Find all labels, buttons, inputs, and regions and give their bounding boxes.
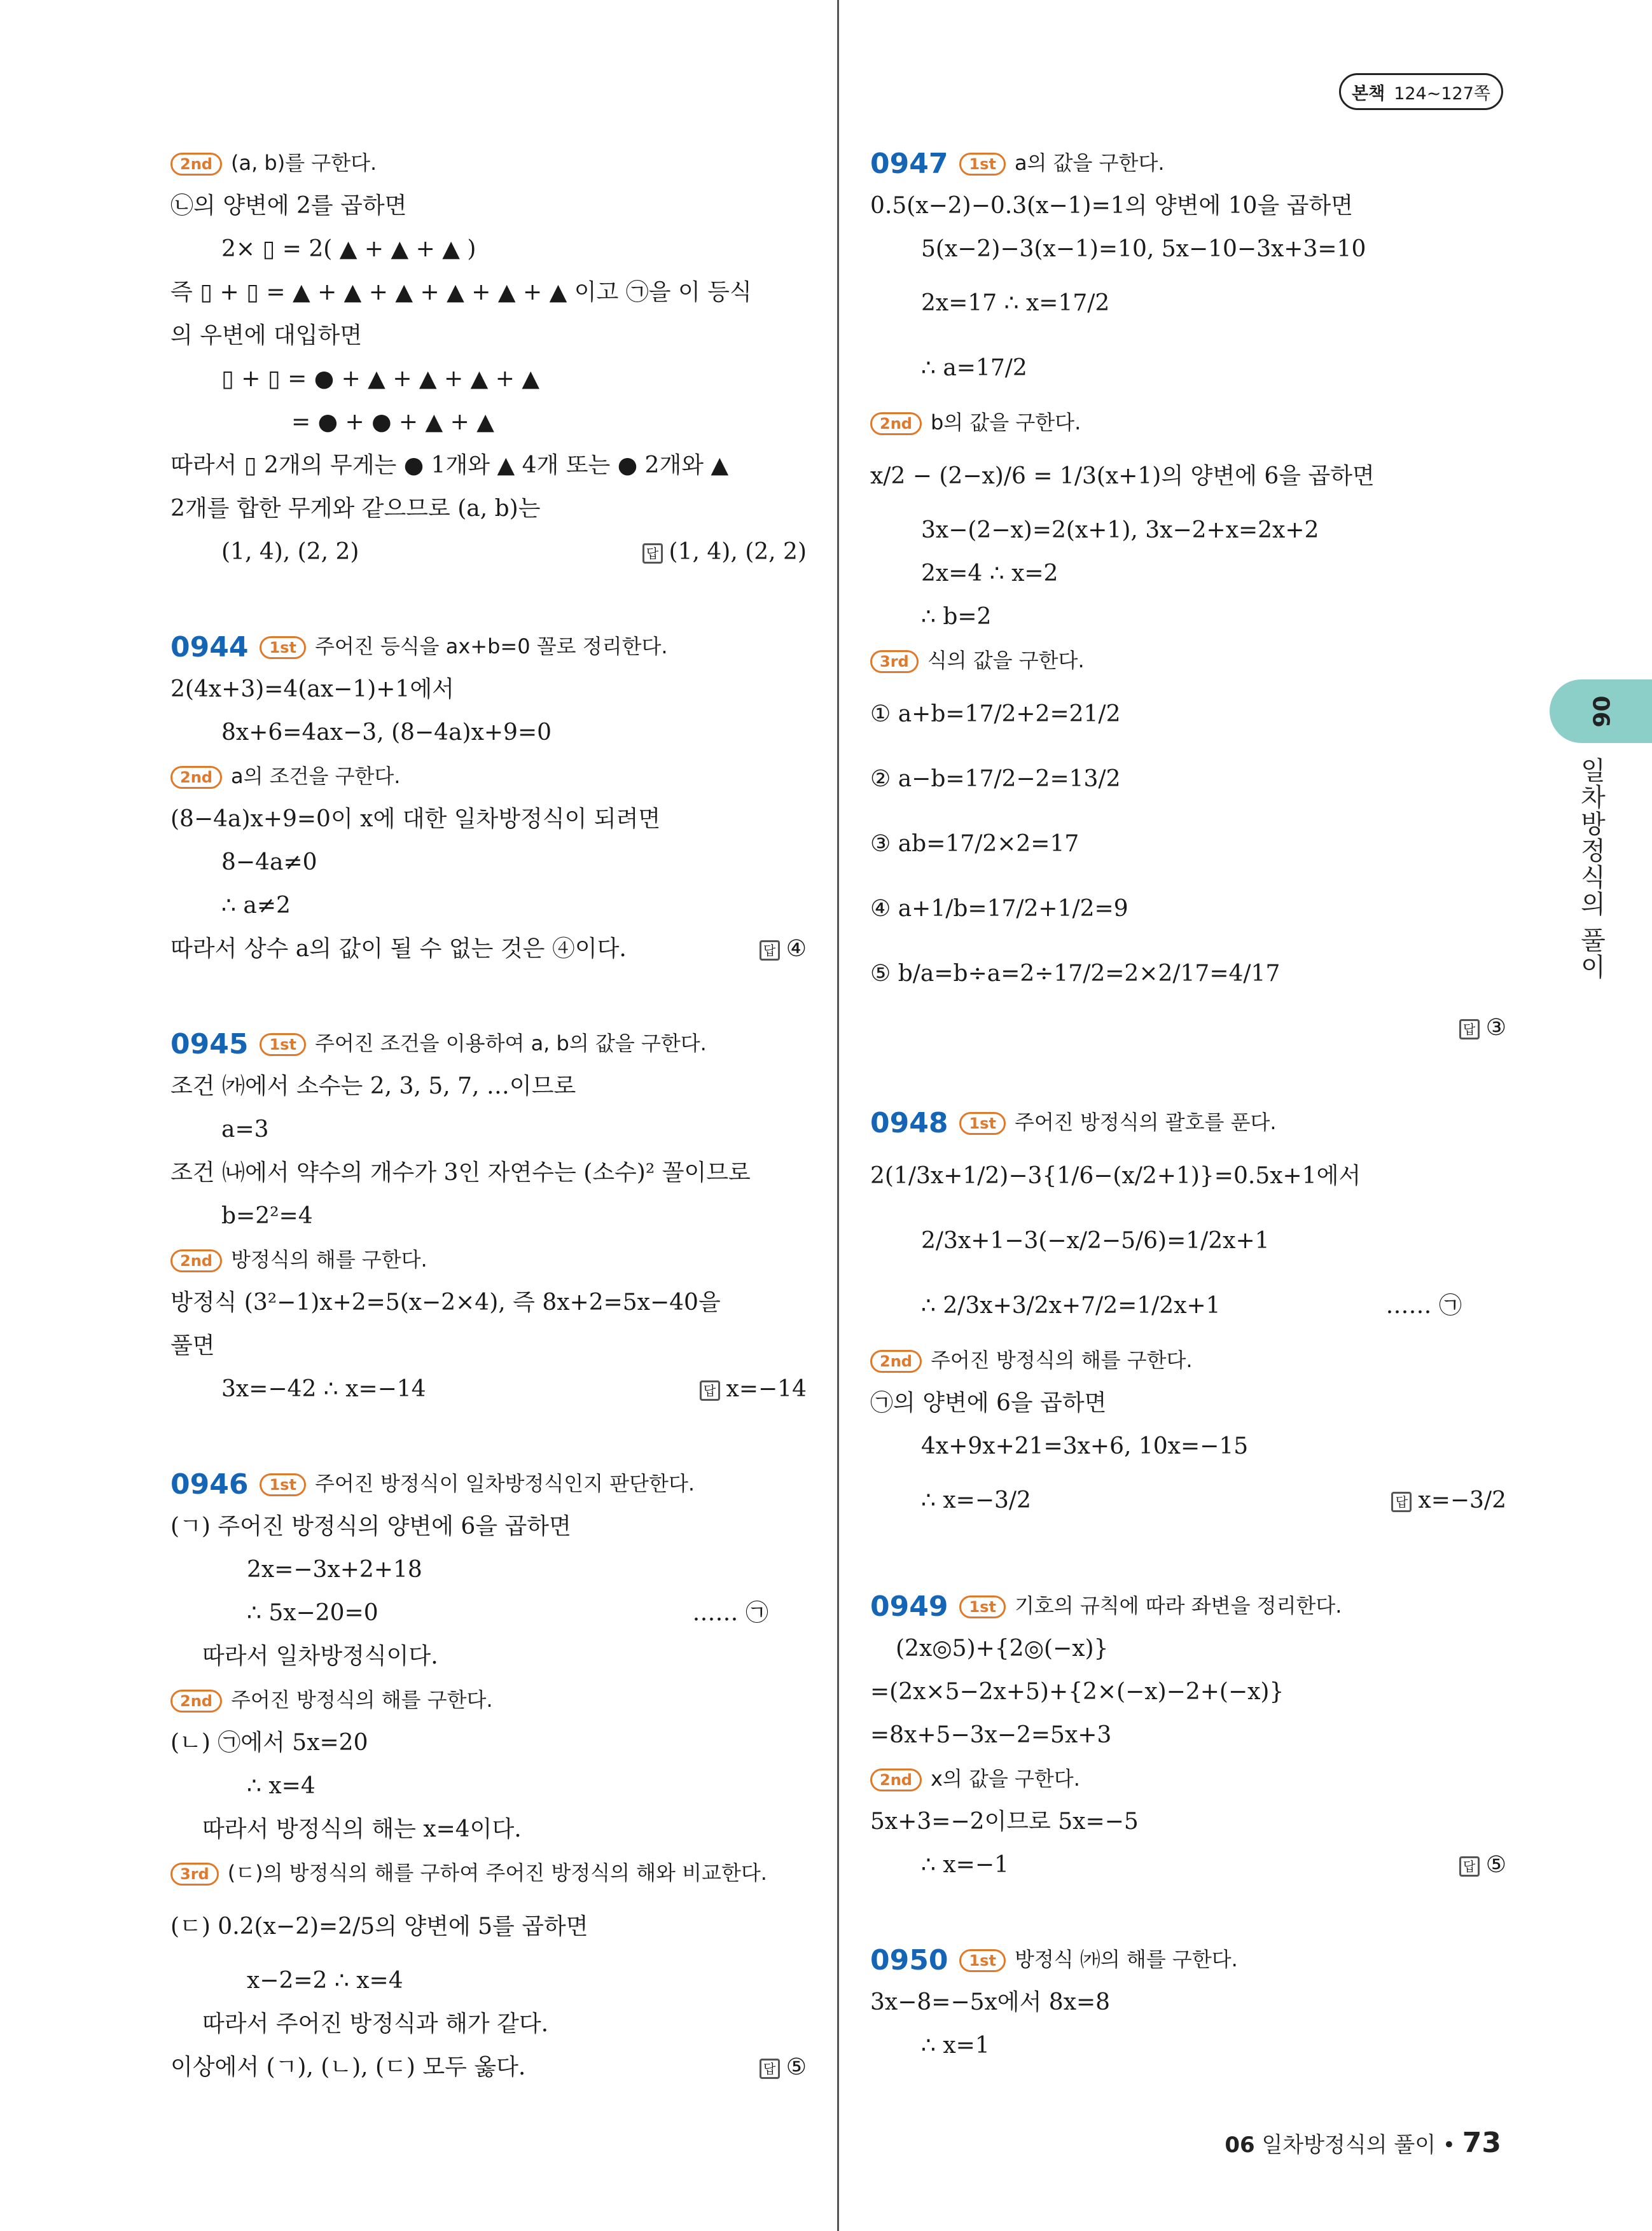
equation-line: ∴ b=2 bbox=[921, 604, 992, 630]
equation-text: ∴ 2/3x+3/2x+7/2=1/2x+1 bbox=[921, 1293, 1221, 1319]
chapter-tab bbox=[1550, 679, 1652, 743]
problem-heading bbox=[170, 1022, 807, 1065]
text-line: 풀면 bbox=[170, 1333, 215, 1359]
step-badge: 1st bbox=[260, 636, 305, 659]
footer-chapter-number: 06 bbox=[1225, 2132, 1255, 2158]
choice-line: ④ a+1/b=17/2+1/2=9 bbox=[870, 896, 1128, 922]
text-line: 의 우변에 대입하면 bbox=[170, 323, 363, 349]
equation-line: 2x=4 ∴ x=2 bbox=[921, 560, 1059, 587]
choice-line: ① a+b=17/2+2=21/2 bbox=[870, 701, 1121, 727]
answer-value: ④ bbox=[786, 936, 807, 962]
answer-line bbox=[170, 2046, 807, 2089]
page-range: 124∼127쪽 bbox=[1394, 83, 1490, 104]
answer-mark-icon: 답 bbox=[760, 940, 780, 961]
equation-line: 2/3x+1−3(−x/2−5/6)=1/2x+1 bbox=[921, 1228, 1270, 1254]
text-line: 조건 ㈎에서 소수는 2, 3, 5, 7, …이므로 bbox=[170, 1073, 576, 1099]
problem-number: 0948 bbox=[870, 1107, 948, 1139]
step-badge: 2nd bbox=[170, 1249, 222, 1272]
problem-heading bbox=[170, 1462, 807, 1505]
equation-line: 5(x−2)−3(x−1)=10, 5x−10−3x+3=10 bbox=[921, 236, 1366, 262]
step-text: a의 조건을 구한다. bbox=[230, 764, 401, 788]
text-line: 2(1/3x+1/2)−3{1/6−(x/2+1)}=0.5x+1에서 bbox=[870, 1163, 1361, 1189]
answer bbox=[1459, 1844, 1506, 1887]
answer bbox=[1459, 1006, 1506, 1050]
equation-line: ▯ + ▯ = ● + ▲ + ▲ + ▲ + ▲ bbox=[221, 366, 540, 392]
equation-tag: …… ㉠ bbox=[1385, 1293, 1462, 1319]
text-line: 5x+3=−2이므로 5x=−5 bbox=[870, 1809, 1139, 1835]
equation-line: 2x=−3x+2+18 bbox=[247, 1557, 422, 1583]
equation-line: x−2=2 ∴ x=4 bbox=[247, 1968, 403, 1994]
step-text: (ㄷ)의 방정식의 해를 구하여 주어진 방정식의 해와 비교한다. bbox=[227, 1861, 767, 1885]
text-line: 따라서 ▯ 2개의 무게는 ● 1개와 ▲ 4개 또는 ● 2개와 ▲ bbox=[170, 452, 729, 478]
equation-line bbox=[170, 1592, 807, 1635]
answer bbox=[642, 531, 807, 574]
answer-line bbox=[170, 928, 807, 971]
equation-line: 8x+6=4ax−3, (8−4a)x+9=0 bbox=[221, 719, 552, 746]
equation-line: ∴ a=17/2 bbox=[921, 355, 1027, 381]
step-badge: 2nd bbox=[170, 766, 222, 789]
answer-mark-icon: 답 bbox=[1459, 1856, 1480, 1877]
page-reference-badge bbox=[1339, 73, 1503, 110]
answer-mark-icon: 답 bbox=[1459, 1019, 1480, 1039]
choice-line: ③ ab=17/2×2=17 bbox=[870, 831, 1079, 857]
step-badge: 3rd bbox=[170, 1863, 219, 1886]
text-line: x/2 − (2−x)/6 = 1/3(x+1)의 양변에 6을 곱하면 bbox=[870, 463, 1375, 489]
answer-line bbox=[870, 1844, 1506, 1887]
equation-line: ∴ x=1 bbox=[921, 2033, 990, 2059]
equation-line: 3x−(2−x)=2(x+1), 3x−2+x=2x+2 bbox=[921, 517, 1319, 543]
text-line: (ㄴ) ㉠에서 5x=20 bbox=[170, 1730, 368, 1756]
problem-number: 0945 bbox=[170, 1028, 249, 1060]
step-text: 주어진 등식을 ax+b=0 꼴로 정리한다. bbox=[314, 634, 668, 658]
equation-tag: …… ㉠ bbox=[692, 1600, 768, 1626]
answer-value: ③ bbox=[1485, 1015, 1506, 1041]
text-line: 따라서 방정식의 해는 x=4이다. bbox=[202, 1816, 522, 1842]
text-line: ㉠의 양변에 6을 곱하면 bbox=[870, 1390, 1107, 1416]
text-line: 0.5(x−2)−0.3(x−1)=1의 양변에 10을 곱하면 bbox=[870, 193, 1354, 219]
book-label: 본책 bbox=[1352, 83, 1385, 104]
step-badge: 1st bbox=[260, 1473, 305, 1496]
column-divider bbox=[837, 0, 839, 2231]
equation-line: 2x=17 ∴ x=17/2 bbox=[921, 290, 1110, 316]
footer-chapter-title: 일차방정식의 풀이 bbox=[1261, 2132, 1436, 2158]
text-line: 따라서 주어진 방정식과 해가 같다. bbox=[202, 2011, 549, 2037]
text-line: 따라서 상수 a의 값이 될 수 없는 것은 ④이다. bbox=[170, 936, 627, 962]
step-text: x의 값을 구한다. bbox=[930, 1767, 1080, 1791]
equation-line: 2× ▯ = 2( ▲ + ▲ + ▲ ) bbox=[221, 236, 476, 262]
equation-line: a=3 bbox=[221, 1116, 269, 1143]
right-column bbox=[870, 141, 1506, 2068]
answer-line bbox=[870, 1468, 1506, 1533]
equation-text: (1, 4), (2, 2) bbox=[221, 539, 359, 565]
equation-line: =8x+5−3x−2=5x+3 bbox=[870, 1722, 1112, 1748]
equation-line bbox=[870, 1274, 1506, 1338]
chapter-tab-number: 06 bbox=[1587, 695, 1614, 728]
problem-number: 0949 bbox=[870, 1590, 948, 1623]
equation-line: ∴ x=4 bbox=[247, 1773, 316, 1799]
problem-heading bbox=[870, 1938, 1506, 1981]
answer-value: ⑤ bbox=[1485, 1852, 1506, 1878]
page-footer bbox=[1209, 2127, 1501, 2159]
answer bbox=[1391, 1468, 1506, 1533]
text-line: 조건 ㈏에서 약수의 개수가 3인 자연수는 (소수)² 꼴이므로 bbox=[170, 1160, 751, 1186]
problem-number: 0944 bbox=[170, 631, 249, 664]
problem-heading bbox=[870, 141, 1506, 184]
answer-mark-icon: 답 bbox=[642, 543, 663, 564]
page-number: 73 bbox=[1462, 2127, 1501, 2159]
step-text: a의 값을 구한다. bbox=[1014, 151, 1165, 175]
answer bbox=[760, 928, 807, 971]
answer bbox=[760, 2046, 807, 2089]
problem-heading bbox=[870, 1101, 1506, 1144]
answer-line bbox=[170, 1368, 807, 1411]
step-badge: 2nd bbox=[870, 1769, 922, 1791]
problem-number: 0950 bbox=[870, 1944, 948, 1977]
choice-line: ⑤ b/a=b÷a=2÷17/2=2×2/17=4/17 bbox=[870, 961, 1281, 987]
step-badge: 3rd bbox=[870, 650, 919, 673]
step-text: (a, b)를 구한다. bbox=[230, 151, 377, 175]
step-text: 주어진 조건을 이용하여 a, b의 값을 구한다. bbox=[314, 1031, 707, 1055]
chapter-side-title: 일차방정식의 풀이 bbox=[1576, 757, 1606, 980]
equation-text: ∴ 5x−20=0 bbox=[247, 1600, 378, 1626]
step-badge: 1st bbox=[959, 1595, 1005, 1618]
equation-line: ∴ a≠2 bbox=[221, 893, 291, 919]
step-badge: 1st bbox=[959, 153, 1005, 176]
step-text: 방정식 ㈎의 해를 구한다. bbox=[1014, 1947, 1238, 1971]
text-line: 따라서 일차방정식이다. bbox=[202, 1643, 438, 1669]
equation-line: 4x+9x+21=3x+6, 10x=−15 bbox=[921, 1433, 1249, 1459]
answer-line bbox=[870, 1006, 1506, 1050]
step-text: 기호의 규칙에 따라 좌변을 정리한다. bbox=[1014, 1594, 1342, 1618]
answer-value: x=−3/2 bbox=[1418, 1487, 1506, 1513]
equation-line: (2x◎5)+{2◎(−x)} bbox=[896, 1636, 1109, 1662]
problem-number: 0947 bbox=[870, 148, 948, 180]
equation-text: 3x=−42 ∴ x=−14 bbox=[221, 1376, 426, 1402]
equation-line: b=2²=4 bbox=[221, 1203, 313, 1229]
step-badge: 2nd bbox=[170, 1690, 222, 1713]
text-line: 2개를 합한 무게와 같으므로 (a, b)는 bbox=[170, 496, 541, 522]
step-text: 식의 값을 구한다. bbox=[927, 648, 1085, 672]
equation-line: 8−4a≠0 bbox=[221, 849, 317, 875]
step-badge: 2nd bbox=[170, 153, 222, 176]
step-badge: 1st bbox=[959, 1112, 1005, 1135]
answer-value: x=−14 bbox=[726, 1376, 807, 1402]
text-line: 2(4x+3)=4(ax−1)+1에서 bbox=[170, 676, 454, 702]
problem-heading bbox=[170, 625, 807, 668]
choice-line: ② a−b=17/2−2=13/2 bbox=[870, 766, 1121, 792]
step-badge: 1st bbox=[959, 1949, 1005, 1972]
answer-value: (1, 4), (2, 2) bbox=[669, 539, 807, 565]
step-badge: 2nd bbox=[870, 412, 922, 435]
text-line: ㉡의 양변에 2를 곱하면 bbox=[170, 193, 407, 219]
problem-heading bbox=[870, 1584, 1506, 1627]
equation-line: =(2x×5−2x+5)+{2×(−x)−2+(−x)} bbox=[870, 1679, 1284, 1705]
answer-mark-icon: 답 bbox=[1391, 1492, 1412, 1512]
step-badge: 1st bbox=[260, 1033, 305, 1056]
answer-mark-icon: 답 bbox=[700, 1380, 720, 1401]
equation-text: ∴ x=−3/2 bbox=[921, 1487, 1031, 1513]
text-line: (ㄱ) 주어진 방정식의 양변에 6을 곱하면 bbox=[170, 1513, 571, 1539]
answer-mark-icon: 답 bbox=[760, 2059, 780, 2079]
left-column bbox=[170, 141, 807, 2089]
problem-number: 0946 bbox=[170, 1468, 249, 1501]
step-text: 주어진 방정식의 괄호를 푼다. bbox=[1014, 1110, 1277, 1134]
equation-line: = ● + ● + ▲ + ▲ bbox=[291, 409, 494, 435]
text-line: 3x−8=−5x에서 8x=8 bbox=[870, 1989, 1111, 2015]
text-line: 즉 ▯ + ▯ = ▲ + ▲ + ▲ + ▲ + ▲ + ▲ 이고 ㉠을 이 등식 bbox=[170, 279, 752, 305]
text-line: 이상에서 (ㄱ), (ㄴ), (ㄷ) 모두 옳다. bbox=[170, 2054, 526, 2080]
step-badge: 2nd bbox=[870, 1350, 922, 1373]
step-text: b의 값을 구한다. bbox=[930, 410, 1081, 434]
step-text: 주어진 방정식의 해를 구한다. bbox=[930, 1348, 1193, 1372]
text-line: (8−4a)x+9=0이 x에 대한 일차방정식이 되려면 bbox=[170, 806, 661, 832]
text-line: (ㄷ) 0.2(x−2)=2/5의 양변에 5를 곱하면 bbox=[170, 1914, 588, 1940]
answer bbox=[700, 1368, 807, 1411]
step-text: 주어진 방정식의 해를 구한다. bbox=[230, 1688, 493, 1712]
step-text: 방정식의 해를 구한다. bbox=[230, 1248, 427, 1272]
footer-bullet: • bbox=[1442, 2132, 1455, 2158]
answer-value: ⑤ bbox=[786, 2054, 807, 2080]
text-line: 방정식 (3²−1)x+2=5(x−2×4), 즉 8x+2=5x−40을 bbox=[170, 1289, 721, 1316]
step-text: 주어진 방정식이 일차방정식인지 판단한다. bbox=[314, 1471, 695, 1496]
equation-text: ∴ x=−1 bbox=[921, 1852, 1009, 1878]
answer-line bbox=[170, 531, 807, 574]
